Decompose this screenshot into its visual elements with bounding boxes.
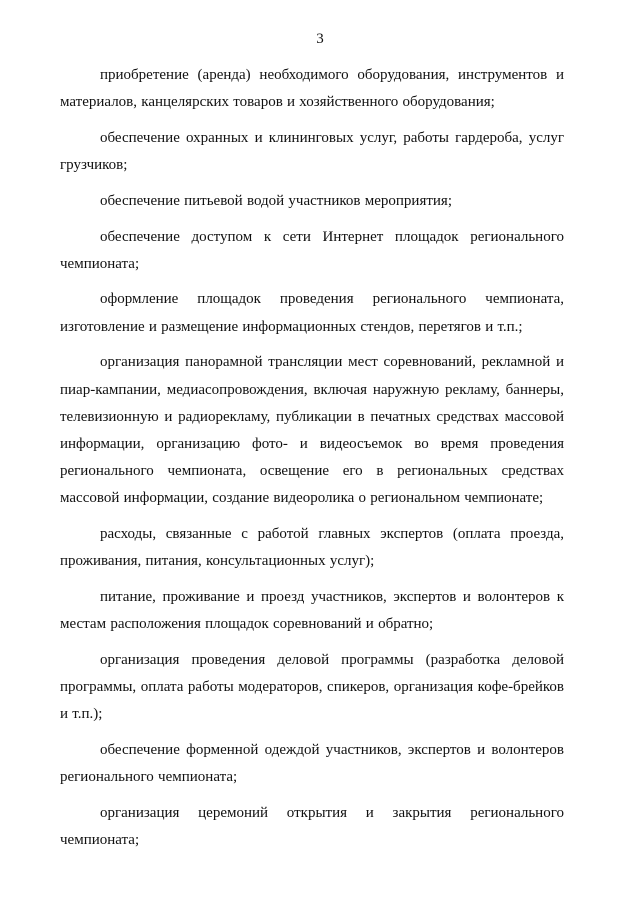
paragraph-media-campaign: организация панорамной трансляции мест соревнований, рекламной и пиар-кампании, медиасопровождения, включая наружную рекламу, баннеры, телевизионную и радиорекламу, публикации в печатных средствах массовой информации, организацию фото- и видеосъемок во время проведения регионального чемпионата, освещение его в региональных средствах массовой информации, создание видеоролика о региональном чемпионате; xyxy=(60,354,564,507)
paragraph-drinking-water: обеспечение питьевой водой участников мероприятия; xyxy=(100,192,453,209)
paragraph-ceremonies: организация церемоний открытия и закрытия регионального чемпионата; xyxy=(60,804,564,849)
paragraph-internet-access: обеспечение доступом к сети Интернет площадок регионального чемпионата; xyxy=(60,228,564,272)
paragraph-uniforms: обеспечение форменной одеждой участников, экспертов и волонтеров регионального чемпионата; xyxy=(60,741,564,786)
paragraph-chief-experts-expenses: расходы, связанные с работой главных экспертов (оплата проезда, проживания, питания, консультационных услуг); xyxy=(60,526,564,570)
paragraph-equipment-purchase: приобретение (аренда) необходимого оборудования, инструментов и материалов, канцелярских товаров и хозяйственного оборудования; xyxy=(60,67,564,111)
paragraph-participants-travel: питание, проживание и проезд участников, экспертов и волонтеров к местам расположения площадок соревнований и обратно; xyxy=(60,588,564,633)
page-number: 3 xyxy=(316,31,324,47)
paragraph-security-cleaning: обеспечение охранных и клининговых услуг, работы гардероба, услуг грузчиков; xyxy=(60,129,564,174)
paragraph-venue-decoration: оформление площадок проведения регионального чемпионата, изготовление и размещение информационных стендов, перетягов и т.п.; xyxy=(60,291,564,335)
paragraph-business-program: организация проведения деловой программы (разработка деловой программы, оплата работы модераторов, спикеров, организация кофе-брейков и т.п.); xyxy=(60,651,564,723)
document-body xyxy=(60,62,564,854)
